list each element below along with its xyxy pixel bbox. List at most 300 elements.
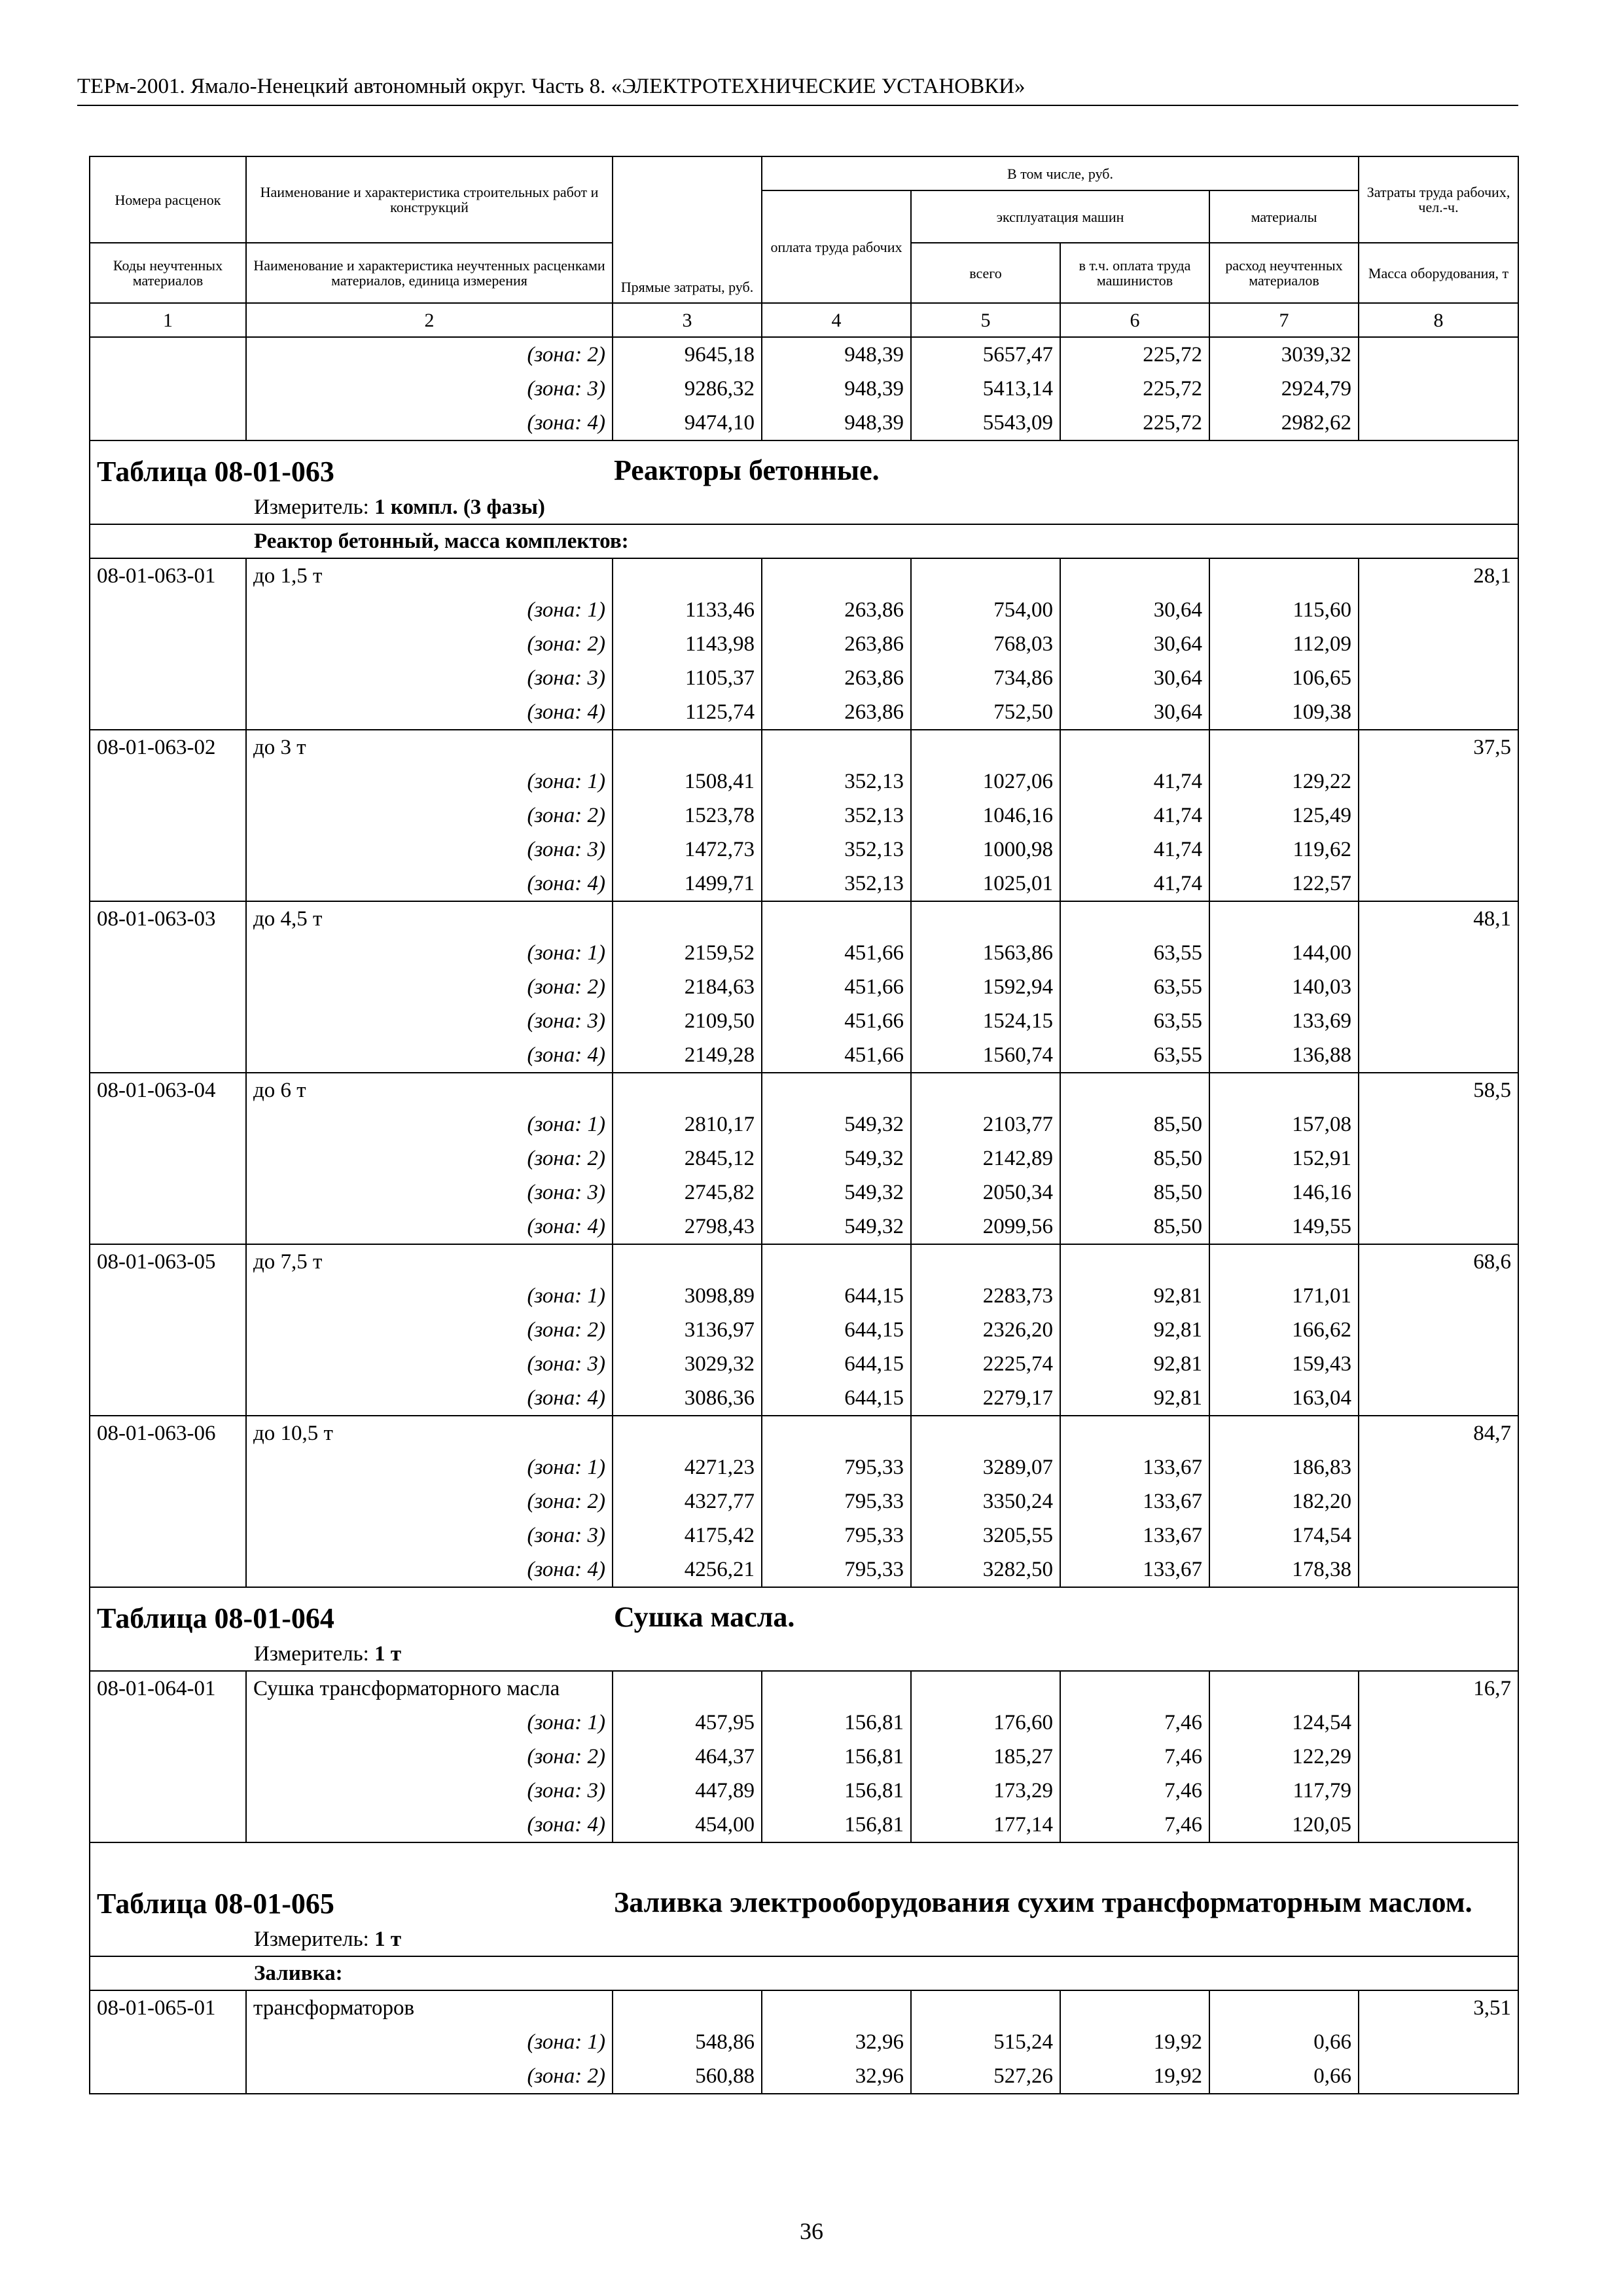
empty-cell xyxy=(911,1671,1060,1706)
mass-cell xyxy=(1359,867,1518,901)
rate-name: трансформаторов xyxy=(246,1990,613,2025)
machines-total-cell: 1592,94 xyxy=(911,970,1060,1004)
mass-cell xyxy=(1359,1141,1518,1175)
machines-total-cell: 2283,73 xyxy=(911,1279,1060,1313)
zone-label: (зона: 4) xyxy=(246,867,613,901)
direct-cost-cell: 4271,23 xyxy=(613,1450,762,1484)
mass-cell xyxy=(1359,2059,1518,2094)
direct-cost-cell: 2745,82 xyxy=(613,1175,762,1210)
table-header xyxy=(90,156,1518,337)
mass-cell xyxy=(1359,798,1518,833)
empty-cell xyxy=(1060,901,1209,936)
machinists-pay-cell: 30,64 xyxy=(1060,593,1209,627)
section-title xyxy=(90,1842,1518,1923)
direct-cost-cell: 560,88 xyxy=(613,2059,762,2094)
col-header-material-codes: Коды неучтенных материалов xyxy=(90,243,246,303)
machinists-pay-cell: 85,50 xyxy=(1060,1175,1209,1210)
machines-total-cell: 1563,86 xyxy=(911,936,1060,970)
materials-cell: 124,54 xyxy=(1209,1706,1359,1740)
col-number: 1 xyxy=(90,303,246,337)
empty-cell xyxy=(1209,1671,1359,1706)
empty-cell xyxy=(613,558,762,593)
machines-total-cell: 515,24 xyxy=(911,2025,1060,2059)
materials-cell: 166,62 xyxy=(1209,1313,1359,1347)
col-header-machinists-pay: в т.ч. оплата труда машинистов xyxy=(1060,243,1209,303)
col-number: 3 xyxy=(613,303,762,337)
section-title-row xyxy=(90,440,1518,491)
zone-label: (зона: 2) xyxy=(246,970,613,1004)
mass-cell xyxy=(1359,1774,1518,1808)
table-row xyxy=(90,1038,1518,1073)
code-cell xyxy=(90,2059,246,2094)
machines-total-cell: 185,27 xyxy=(911,1740,1060,1774)
labor-pay-cell: 156,81 xyxy=(762,1774,911,1808)
table-row xyxy=(90,1774,1518,1808)
materials-cell: 182,20 xyxy=(1209,1484,1359,1518)
table-row xyxy=(90,1279,1518,1313)
labor-pay-cell: 948,39 xyxy=(762,406,911,440)
labor-pay-cell: 156,81 xyxy=(762,1808,911,1842)
materials-cell: 178,38 xyxy=(1209,1552,1359,1587)
mass-cell xyxy=(1359,1004,1518,1038)
materials-cell: 115,60 xyxy=(1209,593,1359,627)
machinists-pay-cell: 92,81 xyxy=(1060,1313,1209,1347)
code-cell xyxy=(90,1381,246,1416)
rate-item-row xyxy=(90,1244,1518,1279)
code-cell xyxy=(90,406,246,440)
table-row xyxy=(90,1381,1518,1416)
machinists-pay-cell: 63,55 xyxy=(1060,1038,1209,1073)
mass-cell xyxy=(1359,2025,1518,2059)
page-header: ТЕРм-2001. Ямало-Ненецкий автономный округ. Часть 8. «ЭЛЕКТРОТЕХНИЧЕСКИЕ УСТАНОВКИ» xyxy=(77,75,1026,98)
machines-total-cell: 734,86 xyxy=(911,661,1060,695)
materials-cell: 125,49 xyxy=(1209,798,1359,833)
labor-pay-cell: 451,66 xyxy=(762,936,911,970)
measure-label: Измеритель: xyxy=(254,1641,375,1666)
zone-label: (зона: 3) xyxy=(246,833,613,867)
direct-cost-cell: 2149,28 xyxy=(613,1038,762,1073)
materials-cell: 119,62 xyxy=(1209,833,1359,867)
materials-cell: 146,16 xyxy=(1209,1175,1359,1210)
materials-cell: 163,04 xyxy=(1209,1381,1359,1416)
measure-row xyxy=(90,491,1518,524)
mass-cell xyxy=(1359,1279,1518,1313)
direct-cost-cell: 464,37 xyxy=(613,1740,762,1774)
col-header-machines-total: всего xyxy=(911,243,1060,303)
materials-cell: 0,66 xyxy=(1209,2059,1359,2094)
code-cell xyxy=(90,372,246,406)
table-label: Таблица 08-01-063 xyxy=(97,456,334,488)
code-cell xyxy=(90,970,246,1004)
direct-cost-cell: 2184,63 xyxy=(613,970,762,1004)
labor-pay-cell: 795,33 xyxy=(762,1450,911,1484)
labor-pay-cell: 549,32 xyxy=(762,1210,911,1244)
materials-cell: 0,66 xyxy=(1209,2025,1359,2059)
code-cell xyxy=(90,867,246,901)
materials-cell: 136,88 xyxy=(1209,1038,1359,1073)
table-row xyxy=(90,406,1518,440)
machinists-pay-cell: 225,72 xyxy=(1060,372,1209,406)
materials-cell: 140,03 xyxy=(1209,970,1359,1004)
machines-total-cell: 2103,77 xyxy=(911,1107,1060,1141)
materials-cell: 117,79 xyxy=(1209,1774,1359,1808)
labor-pay-cell: 948,39 xyxy=(762,372,911,406)
code-cell xyxy=(90,661,246,695)
materials-cell: 174,54 xyxy=(1209,1518,1359,1552)
rate-name: до 3 т xyxy=(246,730,613,764)
measure-value: 1 т xyxy=(374,1927,402,1951)
rate-code: 08-01-065-01 xyxy=(90,1990,246,2025)
direct-cost-cell: 2109,50 xyxy=(613,1004,762,1038)
table-row xyxy=(90,1175,1518,1210)
materials-cell: 2982,62 xyxy=(1209,406,1359,440)
materials-cell: 120,05 xyxy=(1209,1808,1359,1842)
empty-cell xyxy=(1060,1990,1209,2025)
col-header-equipment-mass: Масса оборудования, т xyxy=(1359,243,1518,303)
mass-cell xyxy=(1359,833,1518,867)
machines-total-cell: 3282,50 xyxy=(911,1552,1060,1587)
machines-total-cell: 768,03 xyxy=(911,627,1060,661)
empty-cell xyxy=(1209,1416,1359,1450)
empty-cell xyxy=(613,1671,762,1706)
mass-cell xyxy=(1359,1210,1518,1244)
zone-label: (зона: 3) xyxy=(246,1347,613,1381)
empty-cell xyxy=(1060,1416,1209,1450)
rate-name: до 6 т xyxy=(246,1073,613,1107)
code-cell xyxy=(90,1808,246,1842)
subheading: Заливка: xyxy=(90,1956,1518,1990)
zone-label: (зона: 3) xyxy=(246,1175,613,1210)
table-row xyxy=(90,833,1518,867)
mass-cell xyxy=(1359,1313,1518,1347)
page-number: 36 xyxy=(800,2218,823,2244)
machines-total-cell: 1025,01 xyxy=(911,867,1060,901)
labor-pay-cell: 948,39 xyxy=(762,337,911,372)
empty-cell xyxy=(1060,1671,1209,1706)
code-cell xyxy=(90,1313,246,1347)
table-row xyxy=(90,970,1518,1004)
direct-cost-cell: 548,86 xyxy=(613,2025,762,2059)
table-title: Заливка электрооборудования сухим трансформаторным маслом. xyxy=(614,1886,1472,1918)
rate-code: 08-01-063-02 xyxy=(90,730,246,764)
direct-cost-cell: 9286,32 xyxy=(613,372,762,406)
zone-label: (зона: 1) xyxy=(246,593,613,627)
section-title-row xyxy=(90,1842,1518,1923)
labor-pay-cell: 549,32 xyxy=(762,1141,911,1175)
code-cell xyxy=(90,1141,246,1175)
materials-cell: 129,22 xyxy=(1209,764,1359,798)
machinists-pay-cell: 7,46 xyxy=(1060,1706,1209,1740)
direct-cost-cell: 4256,21 xyxy=(613,1552,762,1587)
zone-label: (зона: 4) xyxy=(246,1038,613,1073)
zone-label: (зона: 1) xyxy=(246,2025,613,2059)
equipment-mass: 84,7 xyxy=(1359,1416,1518,1450)
labor-pay-cell: 644,15 xyxy=(762,1279,911,1313)
table-row xyxy=(90,661,1518,695)
labor-pay-cell: 352,13 xyxy=(762,867,911,901)
machinists-pay-cell: 85,50 xyxy=(1060,1210,1209,1244)
table-row xyxy=(90,593,1518,627)
rate-item-row xyxy=(90,1990,1518,2025)
measure-row xyxy=(90,1638,1518,1671)
table-row xyxy=(90,764,1518,798)
machines-total-cell: 1046,16 xyxy=(911,798,1060,833)
code-cell xyxy=(90,593,246,627)
labor-pay-cell: 156,81 xyxy=(762,1706,911,1740)
labor-pay-cell: 352,13 xyxy=(762,764,911,798)
direct-cost-cell: 3136,97 xyxy=(613,1313,762,1347)
machinists-pay-cell: 7,46 xyxy=(1060,1808,1209,1842)
rate-item-row xyxy=(90,1416,1518,1450)
machinists-pay-cell: 133,67 xyxy=(1060,1484,1209,1518)
empty-cell xyxy=(911,901,1060,936)
col-header-code: Номера расценок xyxy=(90,156,246,243)
machines-total-cell: 527,26 xyxy=(911,2059,1060,2094)
machinists-pay-cell: 133,67 xyxy=(1060,1518,1209,1552)
col-header-name: Наименование и характеристика строительных работ и конструкций xyxy=(246,156,613,243)
direct-cost-cell: 457,95 xyxy=(613,1706,762,1740)
labor-pay-cell: 263,86 xyxy=(762,661,911,695)
measure-unit xyxy=(90,491,1518,524)
machines-total-cell: 2326,20 xyxy=(911,1313,1060,1347)
table-row xyxy=(90,1808,1518,1842)
code-cell xyxy=(90,798,246,833)
col-header-labor-pay: оплата труда рабочих xyxy=(762,190,911,303)
machines-total-cell: 3205,55 xyxy=(911,1518,1060,1552)
rate-name: Сушка трансформаторного масла xyxy=(246,1671,613,1706)
empty-cell xyxy=(1209,901,1359,936)
direct-cost-cell: 4327,77 xyxy=(613,1484,762,1518)
direct-cost-cell: 1508,41 xyxy=(613,764,762,798)
empty-cell xyxy=(613,901,762,936)
labor-pay-cell: 32,96 xyxy=(762,2025,911,2059)
code-cell xyxy=(90,2025,246,2059)
direct-cost-cell: 1472,73 xyxy=(613,833,762,867)
materials-cell: 152,91 xyxy=(1209,1141,1359,1175)
materials-cell: 3039,32 xyxy=(1209,337,1359,372)
code-cell xyxy=(90,1004,246,1038)
measure-unit xyxy=(90,1923,1518,1956)
code-cell xyxy=(90,627,246,661)
rate-code: 08-01-063-01 xyxy=(90,558,246,593)
machinists-pay-cell: 133,67 xyxy=(1060,1450,1209,1484)
empty-cell xyxy=(613,1990,762,2025)
measure-label: Измеритель: xyxy=(254,495,375,519)
empty-cell xyxy=(762,1244,911,1279)
rate-name: до 4,5 т xyxy=(246,901,613,936)
direct-cost-cell: 3029,32 xyxy=(613,1347,762,1381)
code-cell xyxy=(90,833,246,867)
machinists-pay-cell: 41,74 xyxy=(1060,798,1209,833)
code-cell xyxy=(90,695,246,730)
zone-label: (зона: 3) xyxy=(246,1518,613,1552)
machinists-pay-cell: 63,55 xyxy=(1060,1004,1209,1038)
materials-cell: 122,29 xyxy=(1209,1740,1359,1774)
machinists-pay-cell: 85,50 xyxy=(1060,1141,1209,1175)
zone-label: (зона: 2) xyxy=(246,1484,613,1518)
direct-cost-cell: 2845,12 xyxy=(613,1141,762,1175)
code-cell xyxy=(90,1347,246,1381)
mass-cell xyxy=(1359,970,1518,1004)
col-header-labor-cost: Затраты труда рабочих, чел.-ч. xyxy=(1359,156,1518,243)
zone-label: (зона: 3) xyxy=(246,661,613,695)
machinists-pay-cell: 19,92 xyxy=(1060,2059,1209,2094)
mass-cell xyxy=(1359,1450,1518,1484)
equipment-mass: 28,1 xyxy=(1359,558,1518,593)
empty-cell xyxy=(1060,1073,1209,1107)
empty-cell xyxy=(911,730,1060,764)
measure-row xyxy=(90,1923,1518,1956)
table-row xyxy=(90,1706,1518,1740)
machines-total-cell: 2050,34 xyxy=(911,1175,1060,1210)
empty-cell xyxy=(762,1416,911,1450)
machinists-pay-cell: 63,55 xyxy=(1060,970,1209,1004)
labor-pay-cell: 32,96 xyxy=(762,2059,911,2094)
rate-code: 08-01-063-05 xyxy=(90,1244,246,1279)
labor-pay-cell: 451,66 xyxy=(762,1004,911,1038)
machines-total-cell: 5543,09 xyxy=(911,406,1060,440)
machinists-pay-cell: 225,72 xyxy=(1060,337,1209,372)
machinists-pay-cell: 225,72 xyxy=(1060,406,1209,440)
zone-label: (зона: 3) xyxy=(246,1774,613,1808)
section-title-row xyxy=(90,1587,1518,1638)
zone-label: (зона: 2) xyxy=(246,627,613,661)
zone-label: (зона: 4) xyxy=(246,1210,613,1244)
direct-cost-cell: 2159,52 xyxy=(613,936,762,970)
equipment-mass: 68,6 xyxy=(1359,1244,1518,1279)
code-cell xyxy=(90,1552,246,1587)
machinists-pay-cell: 92,81 xyxy=(1060,1381,1209,1416)
materials-cell: 109,38 xyxy=(1209,695,1359,730)
empty-cell xyxy=(1209,1244,1359,1279)
col-number: 8 xyxy=(1359,303,1518,337)
rate-code: 08-01-063-03 xyxy=(90,901,246,936)
zone-label: (зона: 1) xyxy=(246,936,613,970)
mass-cell xyxy=(1359,1175,1518,1210)
rate-code: 08-01-063-04 xyxy=(90,1073,246,1107)
table-row xyxy=(90,936,1518,970)
zone-label: (зона: 1) xyxy=(246,1706,613,1740)
machines-total-cell: 176,60 xyxy=(911,1706,1060,1740)
equipment-mass: 58,5 xyxy=(1359,1073,1518,1107)
machinists-pay-cell: 30,64 xyxy=(1060,627,1209,661)
machinists-pay-cell: 7,46 xyxy=(1060,1740,1209,1774)
empty-cell xyxy=(911,1416,1060,1450)
measure-label: Измеритель: xyxy=(254,1927,375,1951)
machinists-pay-cell: 41,74 xyxy=(1060,833,1209,867)
empty-cell xyxy=(1060,730,1209,764)
table-row xyxy=(90,1450,1518,1484)
zone-label: (зона: 4) xyxy=(246,695,613,730)
table-row xyxy=(90,1313,1518,1347)
mass-cell xyxy=(1359,1518,1518,1552)
table-row xyxy=(90,867,1518,901)
empty-cell xyxy=(762,1990,911,2025)
materials-cell: 122,57 xyxy=(1209,867,1359,901)
mass-cell xyxy=(1359,1808,1518,1842)
table-row xyxy=(90,627,1518,661)
zone-label: (зона: 2) xyxy=(246,1740,613,1774)
empty-cell xyxy=(762,730,911,764)
machines-total-cell: 5657,47 xyxy=(911,337,1060,372)
machinists-pay-cell: 30,64 xyxy=(1060,661,1209,695)
col-number: 2 xyxy=(246,303,613,337)
code-cell xyxy=(90,764,246,798)
mass-cell xyxy=(1359,764,1518,798)
empty-cell xyxy=(1209,1990,1359,2025)
table-row xyxy=(90,798,1518,833)
code-cell xyxy=(90,1450,246,1484)
zone-label: (зона: 4) xyxy=(246,1808,613,1842)
machines-total-cell: 1000,98 xyxy=(911,833,1060,867)
labor-pay-cell: 549,32 xyxy=(762,1107,911,1141)
col-header-material-consumption: расход неучтенных материалов xyxy=(1209,243,1359,303)
col-header-direct-costs: Прямые затраты, руб. xyxy=(613,156,762,303)
col-number: 4 xyxy=(762,303,911,337)
direct-cost-cell: 1523,78 xyxy=(613,798,762,833)
materials-cell: 112,09 xyxy=(1209,627,1359,661)
section-title xyxy=(90,440,1518,491)
table-row xyxy=(90,1004,1518,1038)
header-divider xyxy=(77,105,1518,106)
col-header-machines: эксплуатация машин xyxy=(911,190,1209,243)
empty-cell xyxy=(911,1990,1060,2025)
table-title: Реакторы бетонные. xyxy=(614,454,880,486)
empty-cell xyxy=(911,1244,1060,1279)
table-label: Таблица 08-01-064 xyxy=(97,1602,334,1634)
labor-pay-cell: 795,33 xyxy=(762,1518,911,1552)
measure-value: 1 компл. (3 фазы) xyxy=(374,495,545,519)
mass-cell xyxy=(1359,695,1518,730)
rate-item-row xyxy=(90,558,1518,593)
rate-name: до 1,5 т xyxy=(246,558,613,593)
empty-cell xyxy=(1209,558,1359,593)
empty-cell xyxy=(613,1073,762,1107)
direct-cost-cell: 454,00 xyxy=(613,1808,762,1842)
labor-pay-cell: 451,66 xyxy=(762,970,911,1004)
materials-cell: 106,65 xyxy=(1209,661,1359,695)
code-cell xyxy=(90,1175,246,1210)
materials-cell: 2924,79 xyxy=(1209,372,1359,406)
rate-code: 08-01-063-06 xyxy=(90,1416,246,1450)
materials-cell: 171,01 xyxy=(1209,1279,1359,1313)
table-row xyxy=(90,372,1518,406)
section-title xyxy=(90,1587,1518,1638)
zone-label: (зона: 2) xyxy=(246,1313,613,1347)
machines-total-cell: 3289,07 xyxy=(911,1450,1060,1484)
col-number: 5 xyxy=(911,303,1060,337)
direct-cost-cell: 9474,10 xyxy=(613,406,762,440)
table-row xyxy=(90,2059,1518,2094)
direct-cost-cell: 1105,37 xyxy=(613,661,762,695)
code-cell xyxy=(90,1706,246,1740)
machines-total-cell: 1560,74 xyxy=(911,1038,1060,1073)
labor-pay-cell: 549,32 xyxy=(762,1175,911,1210)
direct-cost-cell: 2810,17 xyxy=(613,1107,762,1141)
subheading: Реактор бетонный, масса комплектов: xyxy=(90,524,1518,558)
direct-cost-cell: 1499,71 xyxy=(613,867,762,901)
table-row xyxy=(90,1210,1518,1244)
empty-cell xyxy=(1209,730,1359,764)
machines-total-cell: 1524,15 xyxy=(911,1004,1060,1038)
machines-total-cell: 177,14 xyxy=(911,1808,1060,1842)
empty-cell xyxy=(762,558,911,593)
rates-table xyxy=(89,156,1519,2094)
machines-total-cell: 2099,56 xyxy=(911,1210,1060,1244)
zone-label: (зона: 1) xyxy=(246,1107,613,1141)
zone-label: (зона: 4) xyxy=(246,1552,613,1587)
table-body xyxy=(90,337,1518,2094)
